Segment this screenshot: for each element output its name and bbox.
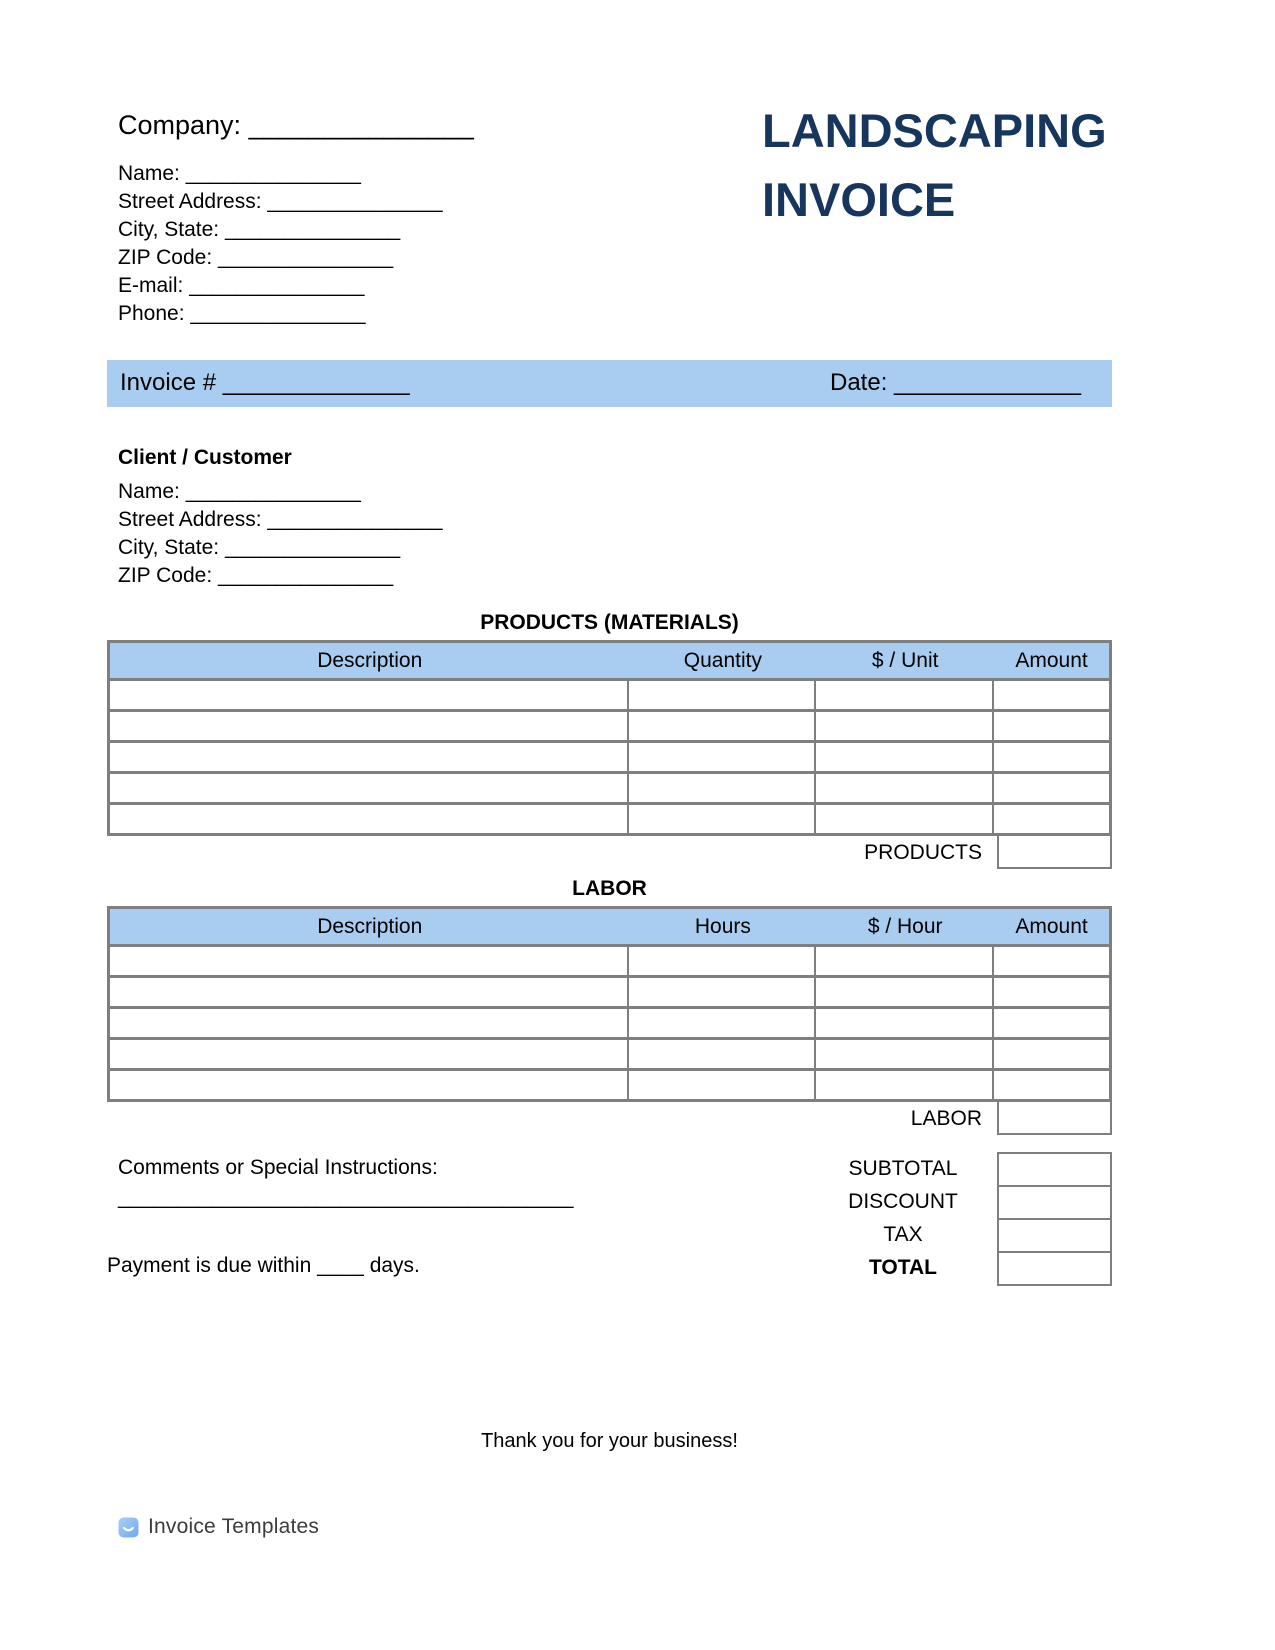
table-cell <box>816 947 994 975</box>
table-cell <box>110 712 629 740</box>
table-cell <box>816 978 994 1006</box>
labor-table <box>107 906 1112 1102</box>
invoice-number-label: Invoice # <box>120 369 217 396</box>
payment-suffix: days. <box>369 1254 420 1277</box>
table-row <box>110 1009 1109 1040</box>
labor-total-label: LABOR <box>910 1107 982 1130</box>
totals-summary <box>107 1152 1112 1286</box>
invoice-templates-logo-icon <box>118 1517 139 1538</box>
table-cell <box>629 978 816 1006</box>
page-title-line1: LANDSCAPING <box>762 104 1107 157</box>
table-cell <box>816 1071 994 1099</box>
table-row <box>110 774 1109 805</box>
table-cell <box>994 743 1109 771</box>
table-cell <box>816 743 994 771</box>
table-cell <box>110 774 629 802</box>
table-cell <box>110 805 629 833</box>
table-cell <box>629 681 816 709</box>
client-zip-field <box>118 562 443 590</box>
brand-logo <box>118 1515 319 1539</box>
table-cell <box>994 947 1109 975</box>
field-label: Street Address: <box>118 190 262 213</box>
company-field <box>118 110 474 141</box>
table-cell <box>629 712 816 740</box>
company-street-field <box>118 188 443 216</box>
subtotal-label: SUBTOTAL <box>848 1157 958 1180</box>
blank-line: _______________ <box>225 218 401 241</box>
tax-value-box <box>997 1218 1112 1253</box>
blank-line: _______________ <box>267 508 443 531</box>
column-header-hour-rate: $ / Hour <box>867 914 943 938</box>
table-cell <box>816 1009 994 1037</box>
comments-label: Comments or Special Instructions: <box>118 1156 438 1179</box>
table-cell <box>629 774 816 802</box>
column-header-unit-price: $ / Unit <box>871 648 939 672</box>
table-cell <box>110 1071 629 1099</box>
blank-line: _______________ <box>218 246 394 269</box>
payment-days-blank: ____ <box>317 1254 364 1277</box>
labor-total-box <box>997 1102 1112 1135</box>
field-label: Name: <box>118 162 180 185</box>
table-row <box>110 805 1109 833</box>
blank-line: ______________ <box>222 369 410 396</box>
table-cell <box>994 1009 1109 1037</box>
table-cell <box>110 743 629 771</box>
labor-table-header <box>110 909 1109 947</box>
client-heading: Client / Customer <box>118 446 292 469</box>
table-cell <box>994 805 1109 833</box>
table-cell <box>110 1040 629 1068</box>
client-street-field <box>118 506 443 534</box>
invoice-date-field <box>830 369 1081 397</box>
column-header-hours: Hours <box>694 914 751 938</box>
labor-section-title: LABOR <box>572 877 647 900</box>
total-value-box <box>997 1251 1112 1286</box>
products-total-box <box>997 836 1112 869</box>
field-label: City, State: <box>118 218 220 241</box>
table-cell <box>629 1071 816 1099</box>
table-cell <box>110 1009 629 1037</box>
field-label: Phone: <box>118 302 185 325</box>
products-section-title: PRODUCTS (MATERIALS) <box>480 611 739 634</box>
table-cell <box>994 1040 1109 1068</box>
blank-line: _______________ <box>189 274 365 297</box>
table-cell <box>816 1040 994 1068</box>
table-cell <box>629 743 816 771</box>
discount-row <box>107 1185 1112 1218</box>
company-city-state-field <box>118 216 443 244</box>
client-name-field <box>118 478 443 506</box>
table-cell <box>994 1071 1109 1099</box>
tax-row <box>107 1218 1112 1251</box>
column-header-description: Description <box>317 648 423 672</box>
table-row <box>110 681 1109 712</box>
table-cell <box>110 978 629 1006</box>
labor-table-body <box>110 947 1109 1099</box>
field-label: E-mail: <box>118 274 184 297</box>
field-label: Street Address: <box>118 508 262 531</box>
discount-label: DISCOUNT <box>848 1190 958 1213</box>
table-cell <box>629 1009 816 1037</box>
products-table-body <box>110 681 1109 833</box>
brand-name: Invoice Templates <box>148 1515 320 1538</box>
company-info-block <box>118 160 443 328</box>
field-label: Name: <box>118 480 180 503</box>
invoice-number-bar <box>107 360 1112 407</box>
table-cell <box>110 947 629 975</box>
table-cell <box>816 712 994 740</box>
company-zip-field <box>118 244 443 272</box>
payment-prefix: Payment is due within <box>107 1254 312 1277</box>
table-cell <box>629 1040 816 1068</box>
table-cell <box>994 712 1109 740</box>
table-cell <box>629 805 816 833</box>
company-name-field <box>118 160 443 188</box>
products-table <box>107 640 1112 836</box>
table-row <box>110 978 1109 1009</box>
client-info-block <box>118 444 443 590</box>
blank-line: _______________ <box>267 190 443 213</box>
table-cell <box>110 681 629 709</box>
table-row <box>110 743 1109 774</box>
table-cell <box>629 947 816 975</box>
subtotal-value-box <box>997 1152 1112 1187</box>
column-header-amount: Amount <box>1015 914 1088 938</box>
invoice-date-label: Date: <box>830 369 888 396</box>
total-label: TOTAL <box>868 1256 938 1279</box>
field-label: City, State: <box>118 536 220 559</box>
company-email-field <box>118 272 443 300</box>
table-row <box>110 712 1109 743</box>
page-title <box>762 96 1107 234</box>
discount-value-box <box>997 1185 1112 1220</box>
field-label: ZIP Code: <box>118 246 213 269</box>
invoice-number-field <box>120 369 410 397</box>
blank-line: _______________ <box>190 302 366 325</box>
blank-line: _______________ <box>185 162 361 185</box>
subtotal-row <box>107 1152 1112 1185</box>
column-header-description: Description <box>317 914 423 938</box>
labor-total-row <box>107 1102 1112 1135</box>
table-row <box>110 947 1109 978</box>
table-cell <box>994 774 1109 802</box>
table-cell <box>994 978 1109 1006</box>
column-header-quantity: Quantity <box>683 648 762 672</box>
field-label: ZIP Code: <box>118 564 213 587</box>
products-total-row <box>107 836 1112 869</box>
products-table-header <box>110 643 1109 681</box>
blank-line: _______________ <box>225 536 401 559</box>
table-cell <box>816 774 994 802</box>
table-cell <box>994 681 1109 709</box>
table-cell <box>816 681 994 709</box>
page-title-line2: INVOICE <box>762 173 956 226</box>
thank-you-message: Thank you for your business! <box>481 1430 738 1452</box>
company-phone-field <box>118 300 443 328</box>
table-cell <box>816 805 994 833</box>
blank-line: _______________ <box>218 564 394 587</box>
tax-label: TAX <box>883 1223 923 1246</box>
blank-line: _______________ <box>185 480 361 503</box>
company-blank-line: _______________ <box>248 110 474 140</box>
comments-blank-line: _______________________________________ <box>118 1186 574 1209</box>
blank-line: ______________ <box>894 369 1081 396</box>
table-row <box>110 1040 1109 1071</box>
products-total-label: PRODUCTS <box>864 841 982 864</box>
column-header-amount: Amount <box>1015 648 1088 672</box>
table-row <box>110 1071 1109 1099</box>
client-city-state-field <box>118 534 443 562</box>
total-row <box>107 1251 1112 1284</box>
company-label: Company: <box>118 110 242 140</box>
